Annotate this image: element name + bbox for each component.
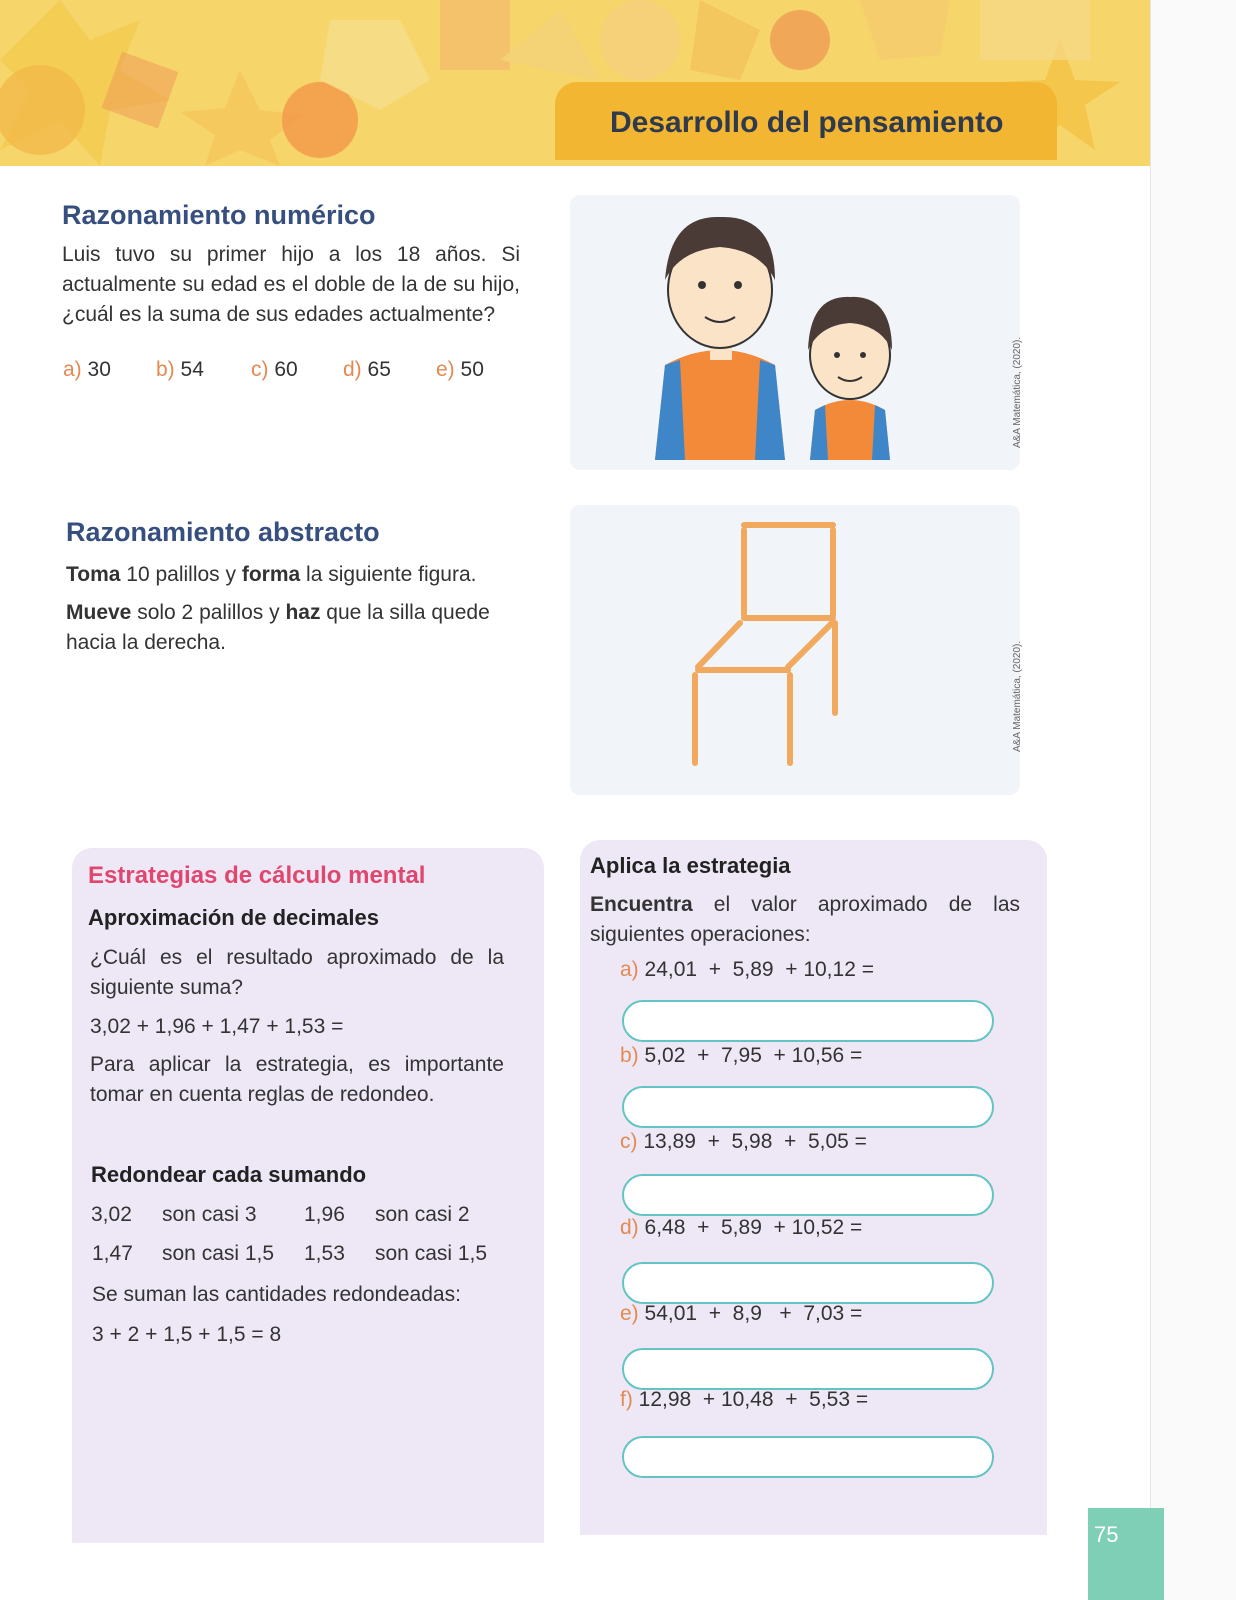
option-b[interactable]: b) 54 xyxy=(156,358,204,381)
father-son-icon xyxy=(570,195,1020,470)
strategy-sum: 3,02 + 1,96 + 1,47 + 1,53 = xyxy=(90,1015,344,1038)
strategy-title: Estrategias de cálculo mental xyxy=(88,862,426,889)
option-e[interactable]: e) 50 xyxy=(436,358,484,381)
credit-text-2: A&A Matemática, (2020). xyxy=(1012,640,1023,752)
section-title: Desarrollo del pensamiento xyxy=(610,106,1004,139)
abstract-line-1: Toma 10 palillos y forma la siguiente figura. xyxy=(66,563,477,586)
answer-field-b[interactable] xyxy=(622,1086,994,1128)
strategy-subtitle: Aproximación de decimales xyxy=(88,905,379,930)
page-number-tab xyxy=(1088,1508,1164,1600)
strategy-note: Para aplicar la estrategia, es importante tomar en cuenta reglas de redondeo. xyxy=(90,1053,504,1106)
answer-field-d[interactable] xyxy=(622,1262,994,1304)
abstract-line-2: Mueve solo 2 palillos y haz que la silla quede hacia la derecha. xyxy=(66,601,490,654)
matchstick-chair-figure xyxy=(570,505,1020,795)
exercise-f: f) 12,98 + 10,48 + 5,53 = xyxy=(620,1388,869,1411)
exercise-d: d) 6,48 + 5,89 + 10,52 = xyxy=(620,1216,863,1239)
page-edge xyxy=(1150,0,1236,1600)
strategy-question: ¿Cuál es el resultado aproximado de la siguiente suma? xyxy=(90,946,504,999)
answer-field-a[interactable] xyxy=(622,1000,994,1042)
credit-text: A&A Matemática, (2020). xyxy=(1012,336,1023,448)
sum-note: Se suman las cantidades redondeadas: xyxy=(92,1283,461,1306)
answer-field-f[interactable] xyxy=(622,1436,994,1478)
apply-title: Aplica la estrategia xyxy=(590,853,791,878)
apply-instruction: Encuentra el valor aproximado de las siguientes operaciones: xyxy=(590,893,1020,946)
answer-field-c[interactable] xyxy=(622,1174,994,1216)
page-number: 75 xyxy=(1094,1522,1119,1547)
numeric-title: Razonamiento numérico xyxy=(62,200,376,230)
father-son-illustration xyxy=(570,195,1020,470)
option-c[interactable]: c) 60 xyxy=(251,358,298,381)
round-title: Redondear cada sumando xyxy=(91,1162,367,1187)
exercise-a: a) 24,01 + 5,89 + 10,12 = xyxy=(620,958,874,981)
option-a[interactable]: a) 30 xyxy=(63,358,111,381)
exercise-b: b) 5,02 + 7,95 + 10,56 = xyxy=(620,1044,863,1067)
exercise-c: c) 13,89 + 5,98 + 5,05 = xyxy=(620,1130,867,1153)
abstract-title: Razonamiento abstracto xyxy=(66,517,380,547)
matchstick-chair-icon xyxy=(570,505,1020,795)
numeric-problem: Luis tuvo su primer hijo a los 18 años. Si actualmente su edad es el doble de la de su hijo, ¿cuál es la suma de sus edades actualmente? xyxy=(62,243,520,326)
sum-result: 3 + 2 + 1,5 + 1,5 = 8 xyxy=(92,1323,282,1346)
section-tab xyxy=(555,82,1057,160)
exercise-e: e) 54,01 + 8,9 + 7,03 = xyxy=(620,1302,863,1325)
option-d[interactable]: d) 65 xyxy=(343,358,391,381)
answer-field-e[interactable] xyxy=(622,1348,994,1390)
